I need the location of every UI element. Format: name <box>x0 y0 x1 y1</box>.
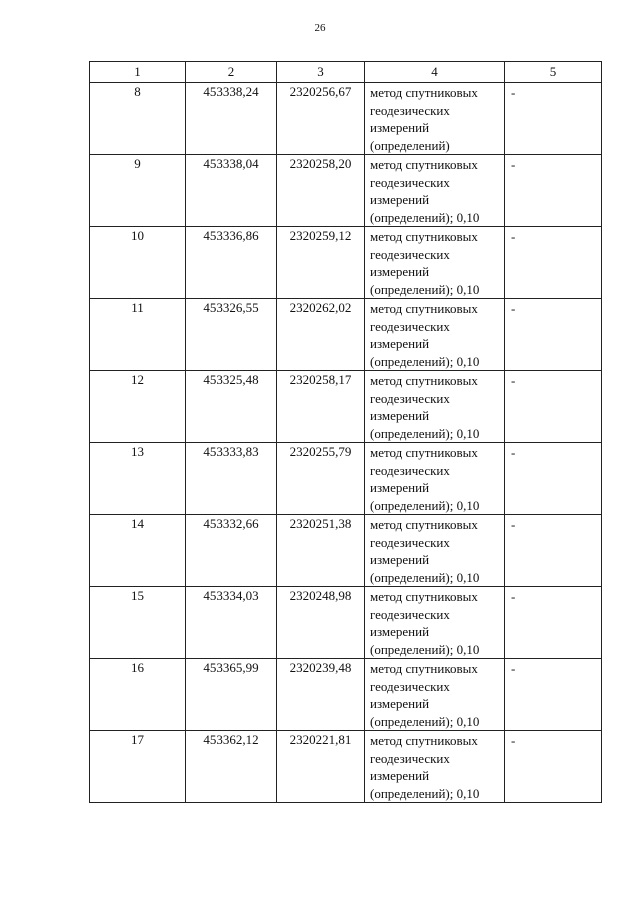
x-coordinate-cell: 453332,66 <box>186 515 277 587</box>
description-cell: - <box>505 659 602 731</box>
column-header-2: 2 <box>186 62 277 83</box>
method-line: измерений <box>370 768 430 783</box>
point-number-cell: 9 <box>90 155 186 227</box>
table-row <box>90 155 602 227</box>
point-number-cell: 12 <box>90 371 186 443</box>
method-line: метод спутниковых <box>370 373 478 388</box>
y-coordinate-cell: 2320262,02 <box>277 299 365 371</box>
method-cell <box>365 227 505 299</box>
method-line: (определений); 0,10 <box>370 785 480 801</box>
method-line: метод спутниковых <box>370 661 478 676</box>
table-row <box>90 515 602 587</box>
method-line: (определений); 0,10 <box>370 353 480 369</box>
y-coordinate-cell: 2320259,12 <box>277 227 365 299</box>
y-coordinate-cell: 2320256,67 <box>277 83 365 155</box>
description-cell: - <box>505 155 602 227</box>
x-coordinate-cell: 453365,99 <box>186 659 277 731</box>
method-cell <box>365 587 505 659</box>
column-header-3: 3 <box>277 62 365 83</box>
table-row <box>90 659 602 731</box>
method-line: геодезических <box>370 390 450 406</box>
point-number-cell: 10 <box>90 227 186 299</box>
method-line: измерений <box>370 120 430 135</box>
method-line: геодезических <box>370 534 450 550</box>
method-cell <box>365 299 505 371</box>
table-header-row <box>90 62 602 83</box>
description-cell: - <box>505 515 602 587</box>
description-cell: - <box>505 371 602 443</box>
point-number-cell: 14 <box>90 515 186 587</box>
column-header-4: 4 <box>365 62 505 83</box>
table-body <box>90 83 602 803</box>
point-number-cell: 13 <box>90 443 186 515</box>
x-coordinate-cell: 453326,55 <box>186 299 277 371</box>
method-line: измерений <box>370 696 430 711</box>
table-row <box>90 731 602 803</box>
method-line: (определений); 0,10 <box>370 281 480 297</box>
x-coordinate-cell: 453338,24 <box>186 83 277 155</box>
point-number-cell: 15 <box>90 587 186 659</box>
y-coordinate-cell: 2320255,79 <box>277 443 365 515</box>
method-line: метод спутниковых <box>370 301 478 316</box>
point-number-cell: 8 <box>90 83 186 155</box>
method-cell <box>365 83 505 155</box>
method-line: измерений <box>370 552 430 567</box>
method-line: (определений); 0,10 <box>370 641 480 657</box>
method-line: (определений); 0,10 <box>370 497 480 513</box>
x-coordinate-cell: 453336,86 <box>186 227 277 299</box>
method-line: измерений <box>370 192 430 207</box>
description-cell: - <box>505 587 602 659</box>
description-cell: - <box>505 731 602 803</box>
method-line: (определений); 0,10 <box>370 209 480 225</box>
method-line: (определений); 0,10 <box>370 425 480 441</box>
method-line: геодезических <box>370 462 450 478</box>
y-coordinate-cell: 2320248,98 <box>277 587 365 659</box>
method-line: измерений <box>370 480 430 495</box>
table-row <box>90 443 602 515</box>
method-line: метод спутниковых <box>370 85 478 100</box>
method-cell <box>365 659 505 731</box>
method-line: геодезических <box>370 678 450 694</box>
method-line: метод спутниковых <box>370 589 478 604</box>
y-coordinate-cell: 2320251,38 <box>277 515 365 587</box>
x-coordinate-cell: 453333,83 <box>186 443 277 515</box>
point-number-cell: 17 <box>90 731 186 803</box>
table-row <box>90 83 602 155</box>
x-coordinate-cell: 453325,48 <box>186 371 277 443</box>
method-line: геодезических <box>370 174 450 190</box>
table-row <box>90 371 602 443</box>
method-line: геодезических <box>370 246 450 262</box>
y-coordinate-cell: 2320258,17 <box>277 371 365 443</box>
description-cell: - <box>505 227 602 299</box>
method-line: метод спутниковых <box>370 445 478 460</box>
method-line: измерений <box>370 264 430 279</box>
method-line: геодезических <box>370 102 450 118</box>
description-cell: - <box>505 443 602 515</box>
method-line: геодезических <box>370 750 450 766</box>
method-line: (определений); 0,10 <box>370 713 480 729</box>
method-cell <box>365 515 505 587</box>
method-line: метод спутниковых <box>370 733 478 748</box>
x-coordinate-cell: 453362,12 <box>186 731 277 803</box>
x-coordinate-cell: 453338,04 <box>186 155 277 227</box>
page-number: 26 <box>314 22 326 34</box>
description-cell: - <box>505 83 602 155</box>
method-line: метод спутниковых <box>370 157 478 172</box>
coordinates-table <box>89 61 602 803</box>
description-cell: - <box>505 299 602 371</box>
method-line: геодезических <box>370 318 450 334</box>
point-number-cell: 11 <box>90 299 186 371</box>
y-coordinate-cell: 2320258,20 <box>277 155 365 227</box>
method-line: метод спутниковых <box>370 229 478 244</box>
method-line: геодезических <box>370 606 450 622</box>
method-line: (определений); 0,10 <box>370 569 480 585</box>
column-header-5: 5 <box>505 62 602 83</box>
method-line: измерений <box>370 408 430 423</box>
method-cell <box>365 731 505 803</box>
x-coordinate-cell: 453334,03 <box>186 587 277 659</box>
method-cell <box>365 155 505 227</box>
point-number-cell: 16 <box>90 659 186 731</box>
method-line: измерений <box>370 336 430 351</box>
y-coordinate-cell: 2320221,81 <box>277 731 365 803</box>
method-cell <box>365 371 505 443</box>
method-line: метод спутниковых <box>370 517 478 532</box>
method-cell <box>365 443 505 515</box>
y-coordinate-cell: 2320239,48 <box>277 659 365 731</box>
method-line: (определений) <box>370 137 450 153</box>
column-header-1: 1 <box>90 62 186 83</box>
method-line: измерений <box>370 624 430 639</box>
table-row <box>90 299 602 371</box>
table-row <box>90 587 602 659</box>
table-row <box>90 227 602 299</box>
